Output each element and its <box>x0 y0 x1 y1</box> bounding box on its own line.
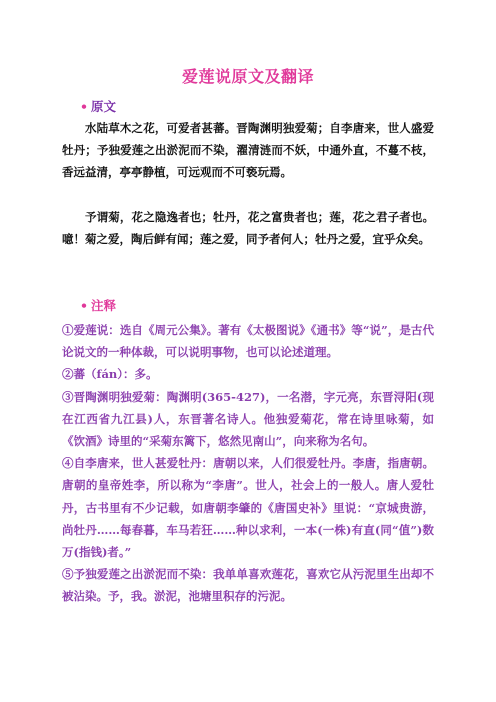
section-heading-original-label: 原文 <box>91 99 117 114</box>
bullet-icon: • <box>80 99 88 114</box>
notes-list <box>62 319 434 608</box>
note-item-4: ④自李唐来，世人甚爱牡丹：唐朝以来，人们很爱牡丹。李唐，指唐朝。唐朝的皇帝姓李，所以称为“李唐”。世人，社会上的一般人。唐人爱牡丹，古书里有不少记载，如唐朝李肇的《唐国史补》里说：“京城贵游，尚牡丹……每春暮，车马若狂……种以求利，一本(一株)有直(同“值”)数万(指钱)者。” <box>62 456 434 560</box>
note-item-3: ③晋陶渊明独爱菊：陶渊明(365-427)，一名潜，字元亮，东晋浔阳(现在江西省九江县)人，东晋著名诗人。他独爱菊花，常在诗里咏菊，如《饮酒》诗里的“采菊东篱下，悠然见南山”，向来称为名句。 <box>62 389 434 449</box>
note-item-2: ②蕃（fán）：多。 <box>62 367 158 382</box>
bullet-icon: • <box>80 298 88 313</box>
note-item-5: ⑤予独爱莲之出淤泥而不染：我单单喜欢莲花，喜欢它从污泥里生出却不被沾染。予，我。淤泥，池塘里积存的污泥。 <box>62 567 434 604</box>
section-heading-original <box>80 97 116 115</box>
section-heading-notes <box>80 296 116 314</box>
original-paragraph-1: 水陆草木之花，可爱者甚蕃。晋陶渊明独爱菊；自李唐来，世人盛爱牡丹；予独爱莲之出淤泥而不染，濯清涟而不妖，中通外直，不蔓不枝，香远益清，亭亭静植，可远观而不可亵玩焉。 <box>62 121 434 180</box>
original-paragraph-2: 予谓菊，花之隐逸者也；牡丹，花之富贵者也；莲，花之君子者也。噫！菊之爱，陶后鲜有闻；莲之爱，同予者何人；牡丹之爱，宜乎众矣。 <box>62 210 434 247</box>
section-heading-notes-label: 注释 <box>91 298 117 313</box>
document-title: 爱莲说原文及翻译 <box>181 67 314 86</box>
note-item-1: ①爱莲说：选自《周元公集》。著有《太极图说》《通书》等“说”，是古代论说文的一种体裁，可以说明事物，也可以论述道理。 <box>62 323 434 360</box>
